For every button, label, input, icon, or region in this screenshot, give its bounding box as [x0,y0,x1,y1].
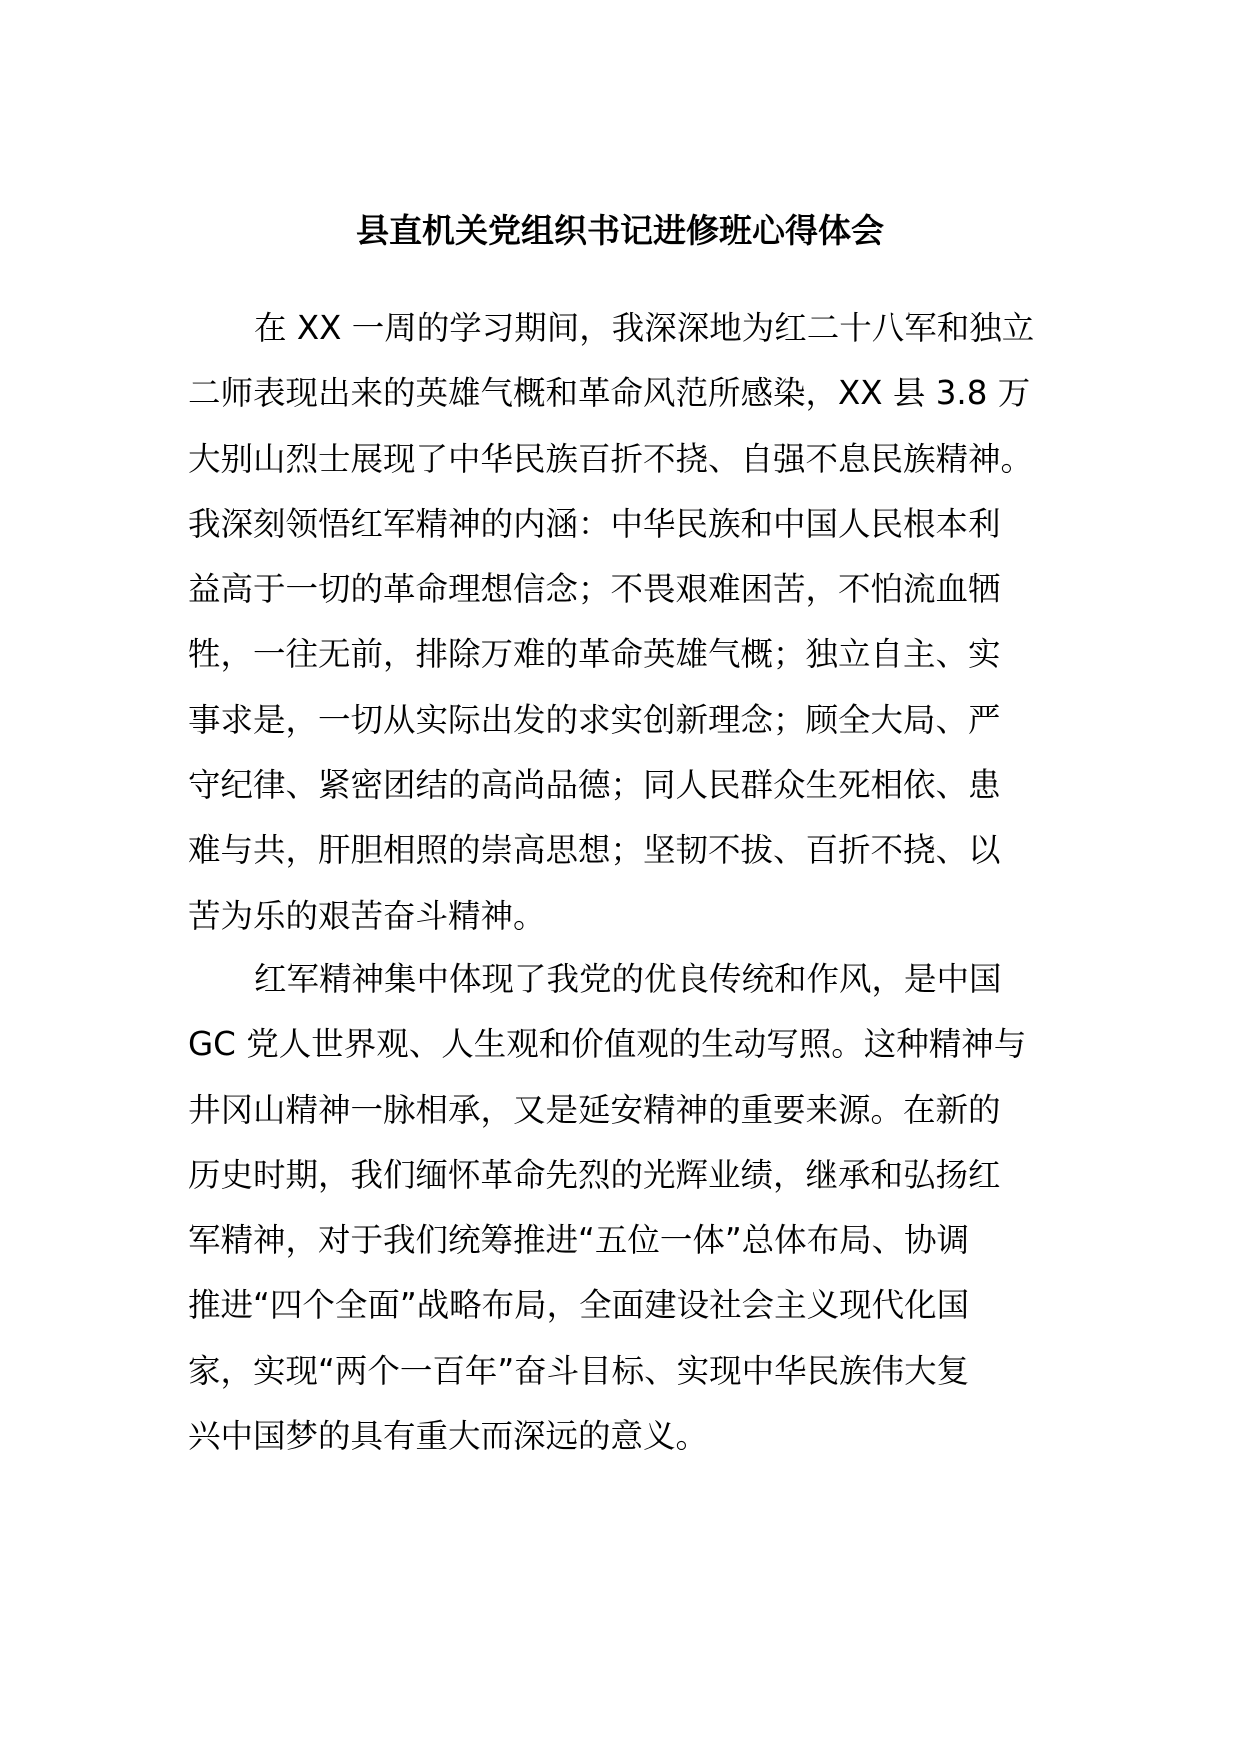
paragraph-line: 兴中国梦的具有重大而深远的意义。 [188,1417,709,1456]
paragraph [188,947,1058,1469]
paragraph-line: 大别山烈士展现了中华民族百折不挠、自强不息民族精神。 [188,439,1034,478]
paragraph-line: 家，实现“两个一百年”奋斗目标、实现中华民族伟大复 [188,1351,970,1390]
paragraph-line: 牲，一往无前，排除万难的革命英雄气概；独立自主、实 [188,635,1001,674]
paragraph-line: 历史时期，我们缅怀革命先烈的光辉业绩，继承和弘扬红 [188,1155,1001,1194]
paragraph-line: 红军精神集中体现了我党的优良传统和作风，是中国 [254,960,1002,998]
paragraph-line: 守纪律、紧密团结的高尚品德；同人民群众生死相依、患 [188,766,1001,805]
paragraph-line: 推进“四个全面”战略布局，全面建设社会主义现代化国 [188,1286,970,1325]
paragraph-line: 事求是，一切从实际出发的求实创新理念；顾全大局、严 [188,700,1001,739]
paragraph [188,296,1058,949]
paragraph-line: 军精神，对于我们统筹推进“五位一体”总体布局、协调 [188,1221,970,1260]
paragraph-line: 我深刻领悟红军精神的内涵：中华民族和中国人民根本利 [188,504,1001,543]
paragraph-line: 在 XX 一周的学习期间，我深深地为红二十八军和独立 [254,309,1035,347]
paragraph-line: 苦为乐的艰苦奋斗精神。 [188,896,546,935]
paragraph-line: GC 党人世界观、人生观和价值观的生动写照。这种精神与 [188,1025,1027,1064]
paragraph-line: 益高于一切的革命理想信念；不畏艰难困苦，不怕流血牺 [188,570,1001,609]
paragraph-line: 二师表现出来的英雄气概和革命风范所感染，XX 县 3.8 万 [188,374,1031,413]
paragraph-line: 井冈山精神一脉相承，又是延安精神的重要来源。在新的 [188,1090,1001,1129]
document-title: 县直机关党组织书记进修班心得体会 [356,211,884,250]
paragraph-line: 难与共，肝胆相照的崇高思想；坚韧不拔、百折不挠、以 [188,831,1001,870]
